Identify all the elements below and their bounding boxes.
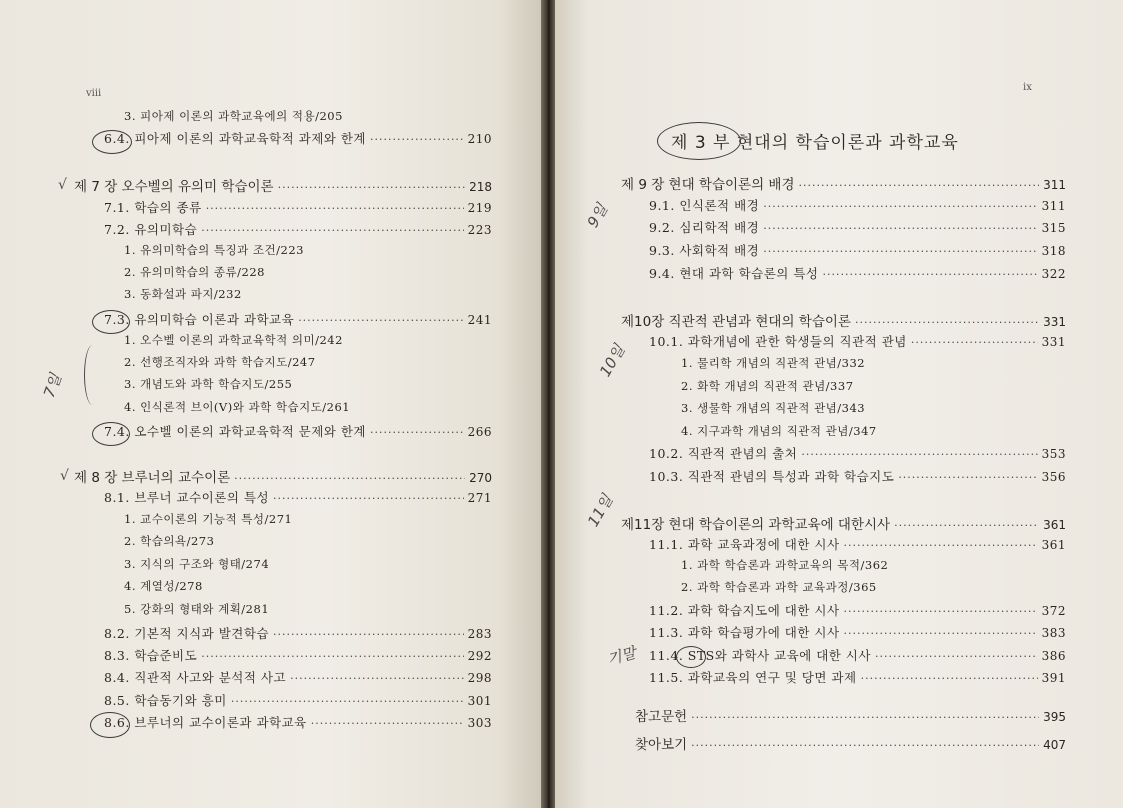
pen-bracket-mark — [84, 345, 101, 405]
toc-line: 9.2. 심리학적 배경 ····· 315 — [649, 218, 1066, 240]
toc-references: 참고문헌 ····· 395 — [635, 705, 1066, 727]
toc-line: 2. 과학 학습론과 과학 교육과정/365 — [681, 580, 877, 594]
toc-line: 8.3. 학습준비도 ····· 292 — [104, 646, 492, 668]
toc-line: 1. 물리학 개념의 직관적 관념/332 — [681, 356, 866, 370]
pen-circle-mark — [92, 422, 130, 446]
pen-check-mark: √ — [58, 177, 67, 193]
toc-line: 3. 지식의 구조와 형태/274 — [124, 557, 270, 571]
handwritten-note: 기말 — [605, 643, 638, 669]
toc-line: 11.4. STS와 과학사 교육에 대한 시사 ····· 386 — [649, 646, 1066, 668]
toc-line: 8.5. 학습동기와 흥미 ····· 301 — [104, 691, 492, 713]
toc-line: 8.2. 기본적 지식과 발견학습 ····· 283 — [104, 624, 492, 646]
toc-line: 11.3. 과학 학습평가에 대한 시사 ····· 383 — [649, 623, 1066, 645]
toc-line: 1. 오수벨 이론의 과학교육학적 의미/242 — [124, 333, 343, 347]
toc-line: 2. 학습의욕/273 — [124, 534, 215, 548]
toc-line: 11.5. 과학교육의 연구 및 당면 과제 ····· 391 — [649, 668, 1066, 690]
pen-circle-mark — [676, 646, 706, 668]
toc-line: 10.3. 직관적 관념의 특성과 과학 학습지도 ····· 356 — [649, 467, 1066, 489]
left-folio: viii — [86, 88, 102, 99]
toc-line: 9.3. 사회학적 배경 ····· 318 — [649, 241, 1066, 263]
toc-line: 10.1. 과학개념에 관한 학생들의 직관적 관념 ····· 331 — [649, 332, 1066, 354]
toc-line: 2. 선행조직자와 과학 학습지도/247 — [124, 355, 316, 369]
toc-line: 3. 동화설과 파지/232 — [124, 287, 242, 301]
toc-line: 2. 화학 개념의 직관적 관념/337 — [681, 379, 854, 393]
toc-chapter: 제11장 현대 학습이론의 과학교육에 대한시사 ····· 361 — [621, 513, 1066, 535]
toc-line: 7.4. 오수벨 이론의 과학교육학적 문제와 한계 ····· 266 — [104, 422, 492, 444]
pen-circle-mark — [657, 122, 741, 160]
toc-line: 2. 유의미학습의 종류/228 — [124, 265, 265, 279]
toc-line: 1. 교수이론의 기능적 특성/271 — [124, 512, 293, 526]
toc-line: 6.4. 피아제 이론의 과학교육학적 과제와 한계 ····· 210 — [104, 129, 492, 151]
toc-index: 찾아보기 ····· 407 — [635, 733, 1066, 755]
toc-line: 10.2. 직관적 관념의 출처 ····· 353 — [649, 444, 1066, 466]
pen-circle-mark — [92, 310, 130, 334]
book-gutter — [541, 0, 555, 808]
toc-line: 3. 생물학 개념의 직관적 관념/343 — [681, 401, 866, 415]
handwritten-note: 7일 — [39, 371, 66, 401]
toc-line: 11.1. 과학 교육과정에 대한 시사 ····· 361 — [649, 535, 1066, 557]
left-page — [0, 0, 541, 808]
toc-line: 5. 강화의 형태와 계획/281 — [124, 602, 270, 616]
toc-chapter: 제 7 장 오수벨의 유의미 학습이론 ····· 218 — [74, 175, 492, 197]
toc-line: 4. 계열성/278 — [124, 579, 203, 593]
toc-line: 11.2. 과학 학습지도에 대한 시사 ····· 372 — [649, 601, 1066, 623]
right-folio: ix — [1023, 82, 1032, 93]
pen-circle-mark — [90, 712, 130, 738]
toc-chapter: 제 8 장 브루너의 교수이론 ····· 270 — [74, 466, 492, 488]
toc-line: 8.4. 직관적 사고와 분석적 사고 ····· 298 — [104, 668, 492, 690]
toc-line: 8.1. 브루너 교수이론의 특성 ····· 271 — [104, 488, 492, 510]
part-title: 제 3 부 현대의 학습이론과 과학교육 — [671, 133, 959, 153]
toc-line: 3. 개념도와 과학 학습지도/255 — [124, 377, 293, 391]
toc-line: 3. 피아제 이론의 과학교육에의 적용/205 — [124, 109, 343, 123]
toc-line: 9.4. 현대 과학 학습론의 특성 ····· 322 — [649, 264, 1066, 286]
right-page — [555, 0, 1123, 808]
handwritten-note: 9일 — [583, 200, 612, 231]
handwritten-note: 10일 — [596, 341, 629, 380]
toc-line: 1. 유의미학습의 특징과 조건/223 — [124, 243, 304, 257]
toc-line: 8.6. 브루너의 교수이론과 과학교육 ····· 303 — [104, 713, 492, 735]
toc-line: 7.3. 유의미학습 이론과 과학교육 ····· 241 — [104, 310, 492, 332]
toc-line: 4. 인식론적 브이(V)와 과학 학습지도/261 — [124, 400, 351, 414]
pen-check-mark: √ — [60, 468, 69, 484]
toc-line: 7.2. 유의미학습 ····· 223 — [104, 220, 492, 242]
toc-line: 9.1. 인식론적 배경 ····· 311 — [649, 196, 1066, 218]
toc-line: 1. 과학 학습론과 과학교육의 목적/362 — [681, 558, 889, 572]
toc-chapter: 제10장 직관적 관념과 현대의 학습이론 ····· 331 — [621, 310, 1066, 332]
toc-chapter: 제 9 장 현대 학습이론의 배경 ····· 311 — [621, 173, 1066, 195]
toc-line: 4. 지구과학 개념의 직관적 관념/347 — [681, 424, 877, 438]
toc-line: 7.1. 학습의 종류 ····· 219 — [104, 198, 492, 220]
handwritten-note: 11일 — [584, 491, 617, 530]
pen-circle-mark — [92, 130, 132, 154]
